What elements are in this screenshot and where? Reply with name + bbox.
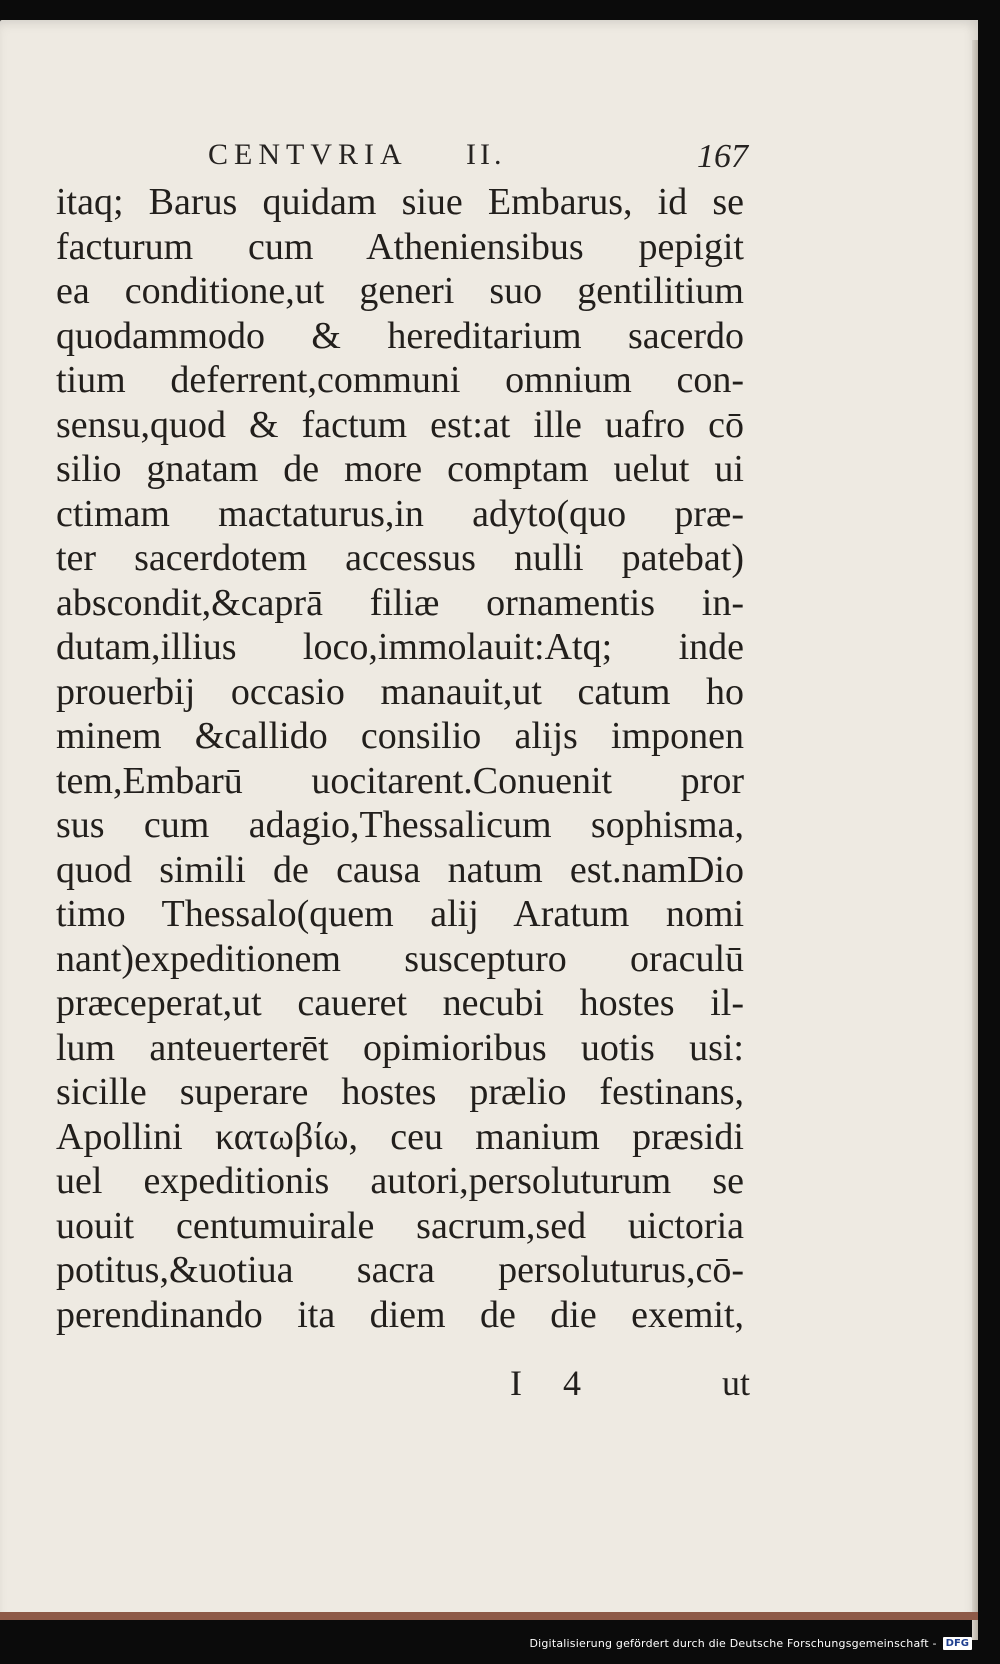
text-line: prouerbij occasio manauit,ut catum ho xyxy=(56,670,744,713)
text-line: facturum cum Atheniensibus pepigit xyxy=(56,225,744,268)
text-line: ter sacerdotem accessus nulli patebat) xyxy=(56,537,744,579)
dfg-logo: DFG xyxy=(943,1637,972,1650)
body-text xyxy=(56,180,744,1337)
text-line: sensu,quod & factum est:at ille uafro cō xyxy=(56,403,744,446)
text-line: itaq; Barus quidam siue Embarus, id se xyxy=(56,181,744,223)
text-line: tem,Embarū uocitarent.Conuenit pror xyxy=(56,759,744,802)
digitization-credit xyxy=(529,1637,972,1650)
page-number: 167 xyxy=(697,138,748,175)
text-line: potitus,&uotiua sacra persoluturus,cō- xyxy=(56,1249,744,1291)
text-line: quod simili de causa natum est.namDio xyxy=(56,848,744,891)
text-line: dutam,illius loco,immolauit:Atq; inde xyxy=(56,626,744,668)
text-line: sicille superare hostes prælio festinans, xyxy=(56,1071,744,1113)
text-line: perendinando ita diem de die exemit, xyxy=(56,1293,744,1336)
text-line: tium deferrent,communi omnium con- xyxy=(56,359,744,401)
running-title: CENTVRIA xyxy=(208,138,408,171)
page-header xyxy=(208,138,748,178)
text-line: præceperat,ut caueret necubi hostes il- xyxy=(56,982,744,1024)
text-line: ctimam mactaturus,in adyto(quo præ- xyxy=(56,492,744,535)
text-line: abscondit,&caprā filiæ ornamentis in- xyxy=(56,581,744,624)
text-line: nant)expeditionem suscepturo oraculū xyxy=(56,937,744,980)
text-line: uouit centumuirale sacrum,sed uictoria xyxy=(56,1204,744,1247)
text-line: minem &callido consilio alijs imponen xyxy=(56,715,744,757)
text-line: silio gnatam de more comptam uelut ui xyxy=(56,448,744,490)
part-number: II. xyxy=(466,138,506,171)
text-line: uel expeditionis autori,persoluturum se xyxy=(56,1160,744,1202)
catchword: ut xyxy=(721,1363,750,1403)
page-bottom-edge xyxy=(0,1612,978,1620)
text-line: sus cum adagio,Thessalicum sophisma, xyxy=(56,804,744,846)
credit-text: Digitalisierung gefördert durch die Deutsche Forschungsgemeinschaft - xyxy=(529,1637,937,1650)
text-line: lum anteuerterēt opimioribus uotis usi: xyxy=(56,1026,744,1069)
text-line: ea conditione,ut generi suo gentilitium xyxy=(56,270,744,312)
text-line: timo Thessalo(quem alij Aratum nomi xyxy=(56,893,744,935)
signature-mark: I 4 xyxy=(510,1363,597,1403)
page-fore-edge xyxy=(972,40,978,1640)
text-line: quodammodo & hereditarium sacerdo xyxy=(56,314,744,357)
text-line: Apollini κατωβίω, ceu manium præsidi xyxy=(56,1115,744,1158)
